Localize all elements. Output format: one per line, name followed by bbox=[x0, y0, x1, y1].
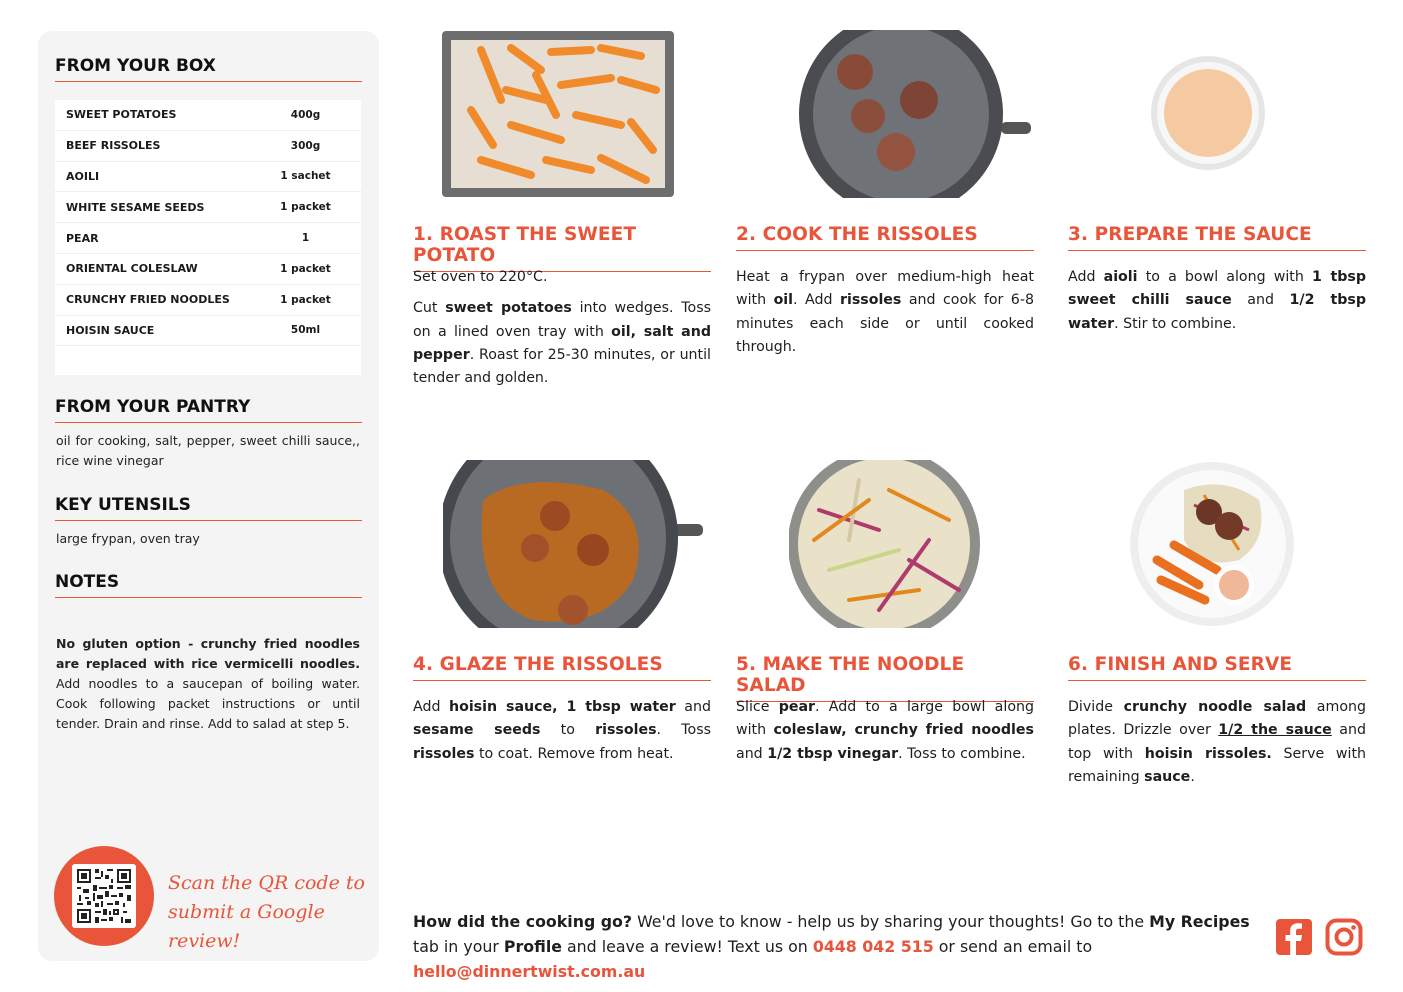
ingredient-bold: crunchy noodle salad bbox=[1123, 699, 1307, 715]
ingredient-bold: sauce bbox=[1144, 768, 1191, 785]
text: into wedges. Toss on a lined oven tray with bbox=[413, 300, 711, 340]
ingredient-name: SWEET POTATOES bbox=[66, 108, 177, 122]
table-row bbox=[55, 285, 361, 316]
text: and cook for 6-8 minutes each side or until cooked through. bbox=[736, 292, 1034, 355]
table-row bbox=[55, 192, 361, 223]
ingredient-bold: rissoles bbox=[839, 292, 902, 309]
ingredient-qty: 1 packet bbox=[280, 262, 331, 275]
text: . Roast for 25-30 minutes, or until tender and golden. bbox=[413, 346, 711, 387]
step-6-body bbox=[1068, 696, 1366, 797]
qr-code-icon[interactable] bbox=[72, 864, 136, 928]
text: Add bbox=[413, 699, 449, 715]
text: and bbox=[736, 745, 768, 762]
my-recipes-label: My Recipes bbox=[1149, 912, 1250, 931]
step-4-image bbox=[443, 460, 705, 628]
notes-bold: No gluten option - crunchy fried noodles are replaced with rice vermicelli noodles. bbox=[56, 636, 360, 671]
text: Add bbox=[1068, 269, 1104, 285]
step-2-title: 2. COOK THE RISSOLES bbox=[736, 224, 1034, 251]
ingredient-bold: hoisin sauce, 1 tbsp water bbox=[448, 699, 676, 715]
text: . Add to a large bowl along with bbox=[736, 699, 1034, 739]
step-6-title: 6. FINISH AND SERVE bbox=[1068, 654, 1366, 681]
instagram-icon[interactable] bbox=[1325, 918, 1363, 956]
ingredient-name: AOILI bbox=[66, 169, 100, 183]
step-3-para bbox=[1068, 266, 1366, 336]
text: . bbox=[1190, 768, 1195, 785]
notes-body: Add noodles to a saucepan of boiling water. Cook following packet instructions or until tender. Drain and rinse. Add to salad at step 5. bbox=[56, 676, 360, 731]
ingredient-qty: 1 sachet bbox=[280, 170, 331, 183]
step-5-para bbox=[736, 696, 1034, 766]
step-1-image bbox=[441, 30, 675, 198]
footer-question: How did the cooking go? bbox=[413, 912, 633, 931]
text: and bbox=[675, 699, 711, 715]
ingredient-name: WHITE SESAME SEEDS bbox=[66, 200, 205, 214]
ingredient-bold: aioli bbox=[1103, 269, 1138, 285]
ingredient-bold: oil, salt and pepper bbox=[413, 323, 711, 363]
step-2-image bbox=[773, 30, 1031, 198]
ingredient-name: BEEF RISSOLES bbox=[66, 139, 161, 153]
step-5-image bbox=[789, 460, 981, 628]
step-2-body bbox=[736, 266, 1034, 367]
qr-caption-line1: Scan the QR code to bbox=[168, 872, 365, 894]
text: Divide bbox=[1068, 699, 1124, 715]
pantry-text: oil for cooking, salt, pepper, sweet chilli sauce,, rice wine vinegar bbox=[56, 433, 360, 468]
box-ingredients-table bbox=[55, 100, 361, 375]
ingredient-bold: coleslaw, crunchy fried noodles bbox=[773, 722, 1034, 739]
text: to bbox=[540, 722, 596, 739]
step-1-para-2 bbox=[413, 297, 711, 390]
ingredient-name: ORIENTAL COLESLAW bbox=[66, 262, 198, 276]
table-row bbox=[55, 100, 361, 131]
sidebar bbox=[38, 31, 379, 961]
ingredient-bold: hoisin rissoles. bbox=[1144, 745, 1272, 762]
text: Cut bbox=[413, 300, 446, 317]
ingredient-bold: sesame seeds bbox=[413, 722, 541, 739]
ingredient-bold: oil bbox=[773, 292, 794, 309]
text: . Stir to combine. bbox=[1114, 315, 1237, 332]
text: among plates. Drizzle over bbox=[1068, 699, 1366, 739]
text: Serve with remaining bbox=[1068, 745, 1366, 785]
ingredient-bold: 1/2 tbsp vinegar bbox=[767, 745, 899, 762]
notes-text bbox=[56, 634, 360, 734]
table-row bbox=[55, 316, 361, 347]
step-6-para bbox=[1068, 696, 1366, 789]
ingredient-name: HOISIN SAUCE bbox=[66, 323, 155, 337]
review-footer bbox=[413, 909, 1263, 984]
ingredient-bold-underlined: 1/2 the sauce bbox=[1218, 722, 1332, 739]
text: . Add bbox=[793, 292, 840, 309]
ingredient-bold: 1/2 tbsp water bbox=[1068, 292, 1367, 332]
step-1-title: 1. ROAST THE SWEET POTATO bbox=[413, 224, 711, 272]
utensils-text: large frypan, oven tray bbox=[56, 531, 200, 546]
text: to coat. Remove from heat. bbox=[474, 745, 674, 762]
text: and leave a review! Text us on bbox=[561, 937, 813, 956]
step-6-image bbox=[1129, 460, 1297, 628]
step-1-para-1: Set oven to 220°C. bbox=[413, 269, 548, 285]
ingredient-qty: 1 bbox=[301, 232, 310, 245]
qr-caption-line2: submit a Google review! bbox=[168, 901, 325, 952]
text: . Toss to combine. bbox=[898, 745, 1026, 762]
ingredient-bold: pear bbox=[778, 699, 816, 715]
step-5-body bbox=[736, 696, 1034, 774]
utensils-heading: KEY UTENSILS bbox=[55, 495, 362, 521]
ingredient-bold: sweet potatoes bbox=[445, 300, 572, 317]
table-row bbox=[55, 223, 361, 254]
qr-review-caption bbox=[168, 869, 368, 956]
text: . Toss bbox=[656, 722, 711, 739]
profile-label: Profile bbox=[503, 937, 562, 956]
text: and bbox=[1231, 292, 1290, 309]
text: We'd love to know - help us by sharing your thoughts! Go to the bbox=[632, 912, 1150, 931]
step-4-title: 4. GLAZE THE RISSOLES bbox=[413, 654, 711, 681]
text: or send an email to bbox=[933, 937, 1093, 956]
ingredient-name: PEAR bbox=[66, 231, 99, 245]
step-3-body bbox=[1068, 266, 1366, 344]
text: Slice bbox=[736, 699, 779, 715]
ingredient-name: CRUNCHY FRIED NOODLES bbox=[66, 293, 230, 307]
notes-heading: NOTES bbox=[55, 572, 362, 598]
ingredient-bold: rissoles bbox=[413, 745, 475, 762]
step-3-image bbox=[1150, 55, 1270, 175]
email-link[interactable]: hello@dinnertwist.com.au bbox=[413, 962, 646, 981]
step-5-title: 5. MAKE THE NOODLE SALAD bbox=[736, 654, 1034, 702]
text: and top with bbox=[1068, 722, 1366, 762]
qr-badge[interactable] bbox=[54, 846, 154, 946]
phone-link[interactable]: 0448 042 515 bbox=[812, 937, 934, 956]
text: tab in your bbox=[413, 937, 504, 956]
step-1-body bbox=[413, 266, 711, 398]
text: Heat a frypan over medium-high heat with bbox=[736, 269, 1034, 309]
step-2-para bbox=[736, 266, 1034, 359]
box-heading: FROM YOUR BOX bbox=[55, 56, 362, 82]
step-4-para bbox=[413, 696, 711, 766]
ingredient-qty: 50ml bbox=[290, 324, 321, 337]
table-row bbox=[55, 131, 361, 162]
table-row bbox=[55, 162, 361, 193]
text: to a bowl along with bbox=[1137, 269, 1313, 285]
ingredient-bold: rissoles bbox=[595, 722, 657, 739]
ingredient-bold: 1 tbsp sweet chilli sauce bbox=[1068, 269, 1367, 309]
step-4-body bbox=[413, 696, 711, 774]
ingredient-qty: 300g bbox=[290, 139, 321, 152]
ingredient-qty: 400g bbox=[290, 108, 321, 121]
ingredient-qty: 1 packet bbox=[280, 293, 331, 306]
table-row bbox=[55, 254, 361, 285]
facebook-icon[interactable] bbox=[1275, 918, 1313, 956]
pantry-heading: FROM YOUR PANTRY bbox=[55, 397, 362, 423]
step-3-title: 3. PREPARE THE SAUCE bbox=[1068, 224, 1366, 251]
ingredient-qty: 1 packet bbox=[280, 201, 331, 214]
